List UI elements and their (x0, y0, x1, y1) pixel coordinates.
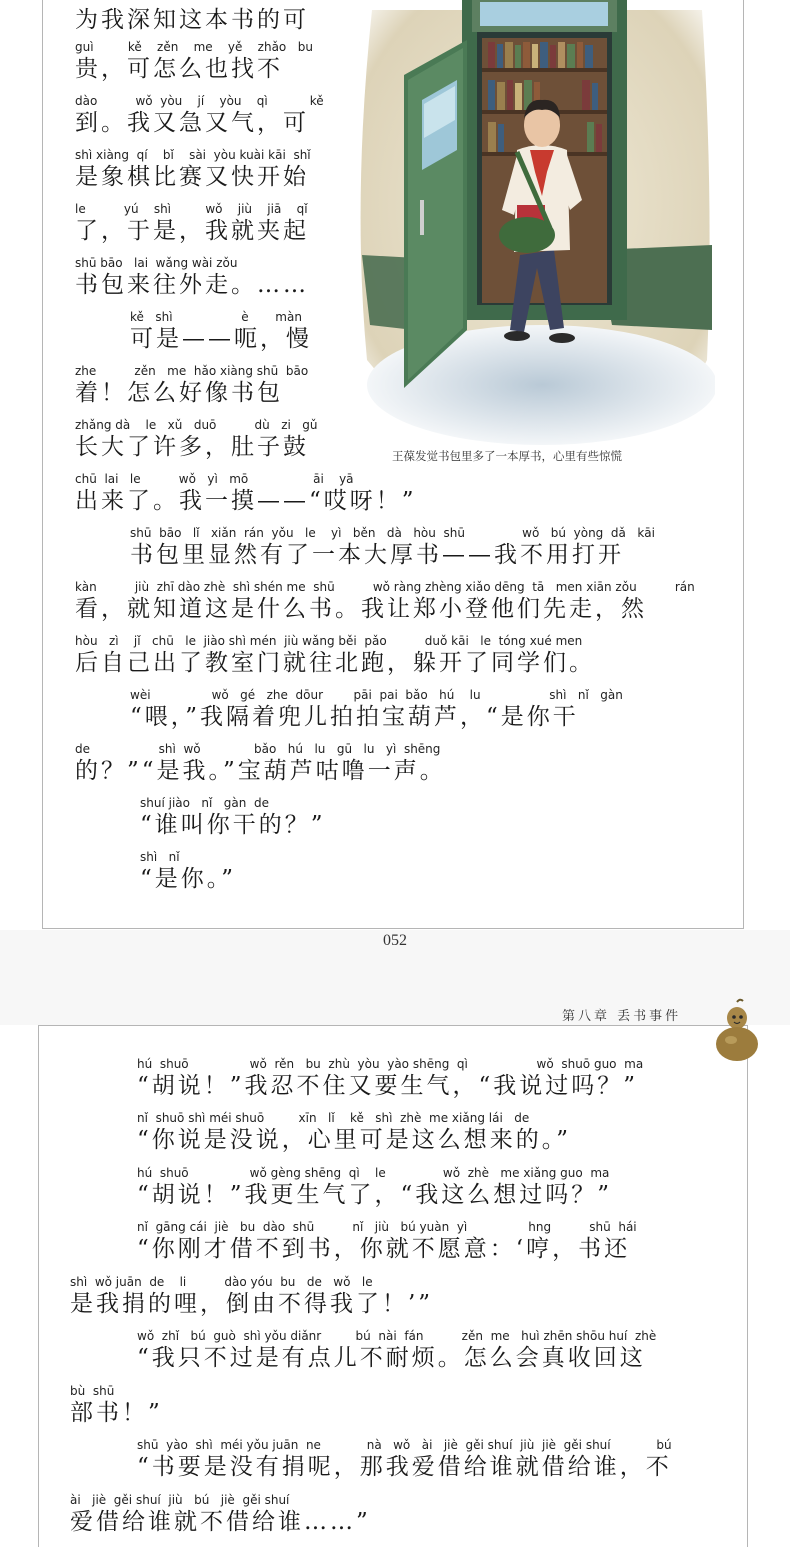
hanzi-line: 书包来往外走。…… (75, 272, 309, 298)
illustration-caption: 王葆发觉书包里多了一本厚书，心里有些惊慌 (392, 449, 622, 463)
pinyin-line: shì nǐ (140, 850, 180, 864)
hanzi-line: 的？”“是我。”宝葫芦咕噜一声。 (75, 758, 446, 784)
hanzi-line: 贵，可怎么也找不 (75, 56, 283, 82)
hanzi-line: 是我捐的哩，倒由不得我了！’” (70, 1291, 434, 1317)
pinyin-line: shū bāo lǐ xiǎn rán yǒu le yì běn dà hòu shū wǒ bú yòng dǎ kāi (130, 526, 655, 540)
hanzi-line: “谁叫你干的？” (140, 812, 326, 838)
pinyin-line: nǐ gāng cái jiè bu dào shū nǐ jiù bú yuàn yì hng shū hái (137, 1220, 637, 1234)
pinyin-line: kàn jiù zhī dào zhè shì shén me shū wǒ ràng zhèng xiǎo dēng tā men xiān zǒu rán (75, 580, 695, 594)
hanzi-line: 可是——呃，慢 (130, 326, 312, 352)
chapter-title: 第八章 丢书事件 (562, 1009, 682, 1024)
hanzi-line: “书要是没有捐呢，那我爱借给谁就借给谁，不 (137, 1454, 672, 1480)
pinyin-line: bù shū (70, 1384, 115, 1398)
pinyin-line: shì wǒ juān de li dào yóu bu de wǒ le (70, 1275, 373, 1289)
hanzi-line: 爱借给谁就不借给谁……” (70, 1509, 371, 1535)
gourd-icon (710, 998, 764, 1064)
hanzi-line: 是象棋比赛又快开始 (75, 164, 309, 190)
pinyin-line: chū lai le wǒ yì mō āi yā (75, 472, 354, 486)
pinyin-line: wèi wǒ gé zhe dōur pāi pai bǎo hú lu shì nǐ gàn (130, 688, 623, 702)
hanzi-line: 长大了许多，肚子鼓 (75, 434, 309, 460)
hanzi-line: “是你。” (140, 866, 237, 892)
pinyin-line: nǐ shuō shì méi shuō xīn lǐ kě shì zhè me xiǎng lái de (137, 1111, 530, 1125)
pinyin-line: kě shì è màn (130, 310, 302, 324)
hanzi-line: “胡说！”我忍不住又要生气，“我说过吗？” (137, 1073, 639, 1099)
pinyin-line: shū yào shì méi yǒu juān ne nà wǒ ài jiè gěi shuí jiù jiè gěi shuí bú (137, 1438, 672, 1452)
hanzi-line: “你说是没说，心里可是这么想来的。” (137, 1127, 572, 1153)
hanzi-line: 着！怎么好像书包 (75, 380, 283, 406)
pinyin-line: zhǎng dà le xǔ duō dù zi gǔ (75, 418, 318, 432)
pinyin-line: shuí jiào nǐ gàn de (140, 796, 270, 810)
pinyin-line: hú shuō wǒ rěn bu zhù yòu yào shēng qì wǒ shuō guo ma (137, 1057, 644, 1071)
illustration-boy-leaving-classroom (342, 0, 715, 475)
pinyin-line: de shì wǒ bǎo hú lu gū lu yì shēng (75, 742, 441, 756)
hanzi-line: 看，就知道这是什么书。我让郑小登他们先走，然 (75, 596, 647, 622)
pinyin-line: dào wǒ yòu jí yòu qì kě (75, 94, 324, 108)
hanzi-line: “我只不过是有点儿不耐烦。怎么会真收回这 (137, 1345, 646, 1371)
hanzi-line: 了，于是，我就夹起 (75, 218, 309, 244)
pinyin-line: zhe zěn me hǎo xiàng shū bāo (75, 364, 309, 378)
page-number: 052 (383, 932, 407, 949)
hanzi-line: 出来了。我一摸——“哎呀！” (75, 488, 417, 514)
illustration-image (342, 0, 715, 475)
pinyin-line: shū bāo lai wǎng wài zǒu (75, 256, 238, 270)
hanzi-line: 书包里显然有了一本大厚书——我不用打开 (130, 542, 624, 568)
pinyin-line: guì kě zěn me yě zhǎo bu (75, 40, 313, 54)
hanzi-line: “你刚才借不到书，你就不愿意：‘哼，书还 (137, 1236, 631, 1262)
hanzi-line: 到。我又急又气，可 (75, 110, 309, 136)
pinyin-line: hú shuō wǒ gèng shēng qì le wǒ zhè me xiǎng guo ma (137, 1166, 610, 1180)
pinyin-line: shì xiàng qí bǐ sài yòu kuài kāi shǐ (75, 148, 311, 162)
pinyin-line: hòu zì jǐ chū le jiào shì mén jiù wǎng běi pǎo duǒ kāi le tóng xué men (75, 634, 583, 648)
pinyin-line: wǒ zhǐ bú guò shì yǒu diǎnr bú nài fán zěn me huì zhēn shōu huí zhè (137, 1329, 657, 1343)
open-door (404, 40, 467, 388)
hanzi-line: 为我深知这本书的可 (75, 7, 309, 33)
hanzi-line: 部书！” (70, 1400, 163, 1426)
hanzi-line: 后自己出了教室门就往北跑，躲开了同学们。 (75, 650, 595, 676)
pinyin-line: ài jiè gěi shuí jiù bú jiè gěi shuí (70, 1493, 290, 1507)
hanzi-line: “胡说！”我更生气了，“我这么想过吗？” (137, 1182, 613, 1208)
pinyin-line: le yú shì wǒ jiù jiā qǐ (75, 202, 308, 216)
hanzi-line: “喂，”我隔着兜儿拍拍宝葫芦，“是你干 (130, 704, 579, 730)
